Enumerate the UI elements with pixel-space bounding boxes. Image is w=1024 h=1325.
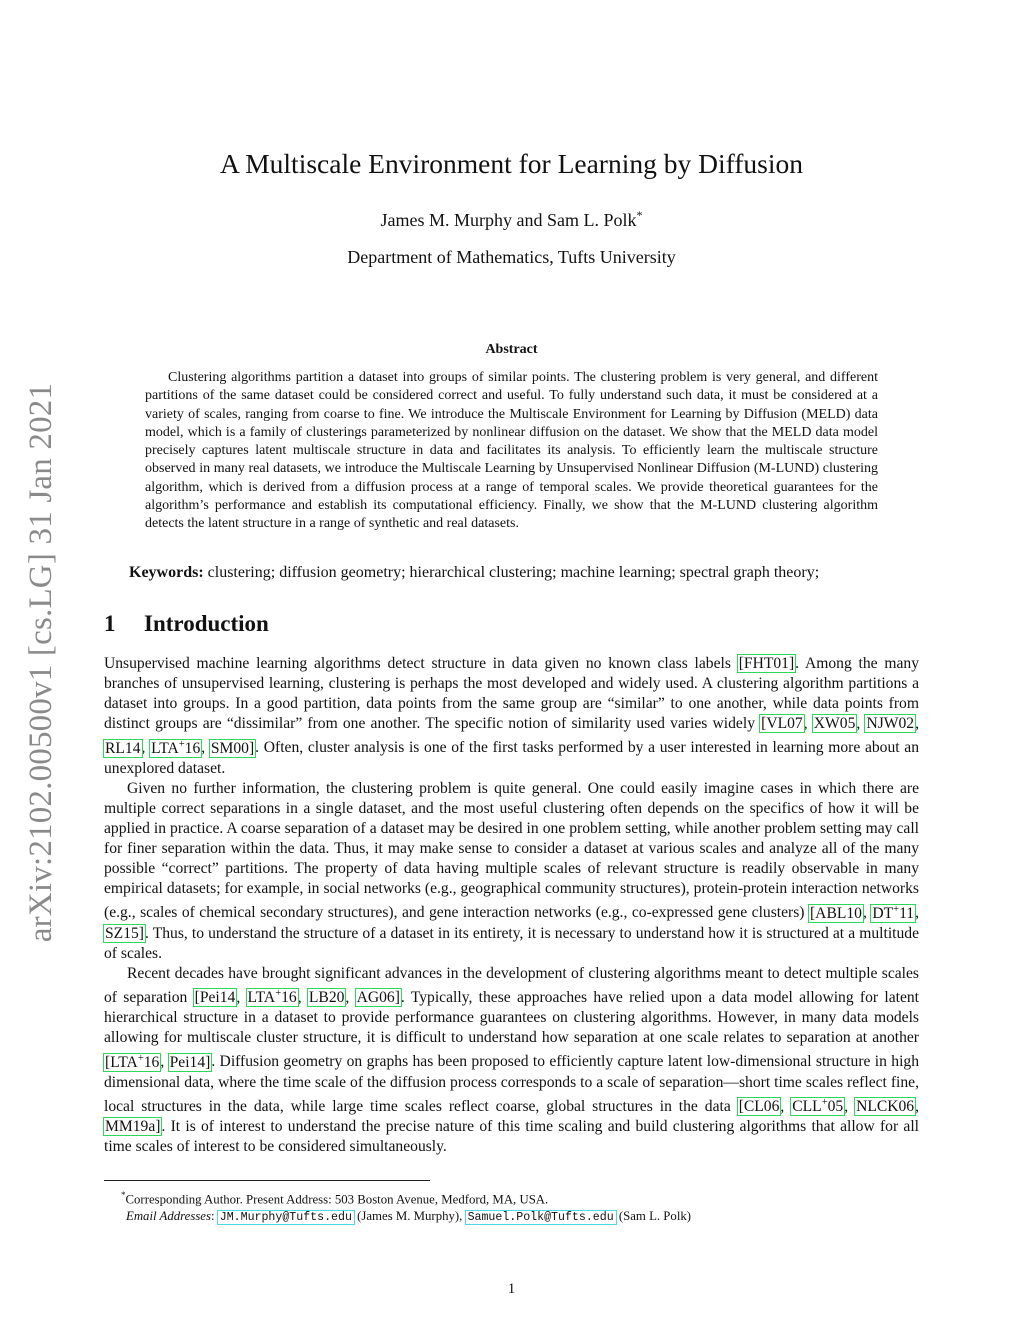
text-run: . Among the many branches of unsupervised learning, clustering is perhaps the most developed and widely used. A clustering algorithm partitions a dataset into groups. In a good partition, data points from the same group are “similar” to one another, while data points from distinct groups are “dissimilar” from one another. The specific notion of similarity used varies widely xyxy=(104,655,919,733)
citation-key: DT xyxy=(872,904,894,922)
email-link-polk[interactable]: Samuel.Polk@Tufts.edu xyxy=(467,1211,614,1225)
citation-link[interactable]: [FHT01] xyxy=(738,655,795,672)
citation-link[interactable]: SM00] xyxy=(210,739,255,757)
citation-year: 05 xyxy=(827,1097,844,1115)
footnote xyxy=(104,1187,919,1226)
citation-sup: + xyxy=(893,903,900,915)
citation-link[interactable]: RL14 xyxy=(105,739,141,757)
author-names: James M. Murphy and Sam L. Polk xyxy=(380,210,637,230)
citation-link[interactable] xyxy=(791,1098,844,1115)
citation-link[interactable]: NLCK06 xyxy=(856,1097,915,1115)
text-run: . Often, cluster analysis is one of the first tasks performed by a user interested in learning more about an unexplored dataset. xyxy=(104,739,920,777)
citation-link[interactable]: [ABL10 xyxy=(809,904,862,922)
citation-sup: + xyxy=(137,1052,144,1064)
citation-key: LTA xyxy=(247,989,276,1007)
author-footnote-mark: * xyxy=(636,208,643,222)
citation-link[interactable]: [VL07 xyxy=(761,715,803,733)
citation-key: CLL xyxy=(792,1097,822,1115)
text-run: . Typically, these approaches have relied upon a data model allowing for latent hierarchical structure in a dataset to provide performance guarantees on clustering algorithms. However, in many data models allowing for multiscale cluster structure, it is difficult to understand how separation at one scale relates to separation at another xyxy=(104,989,920,1047)
arxiv-id: arXiv:2102.00500v1 [cs.LG] 31 Jan 2021 xyxy=(23,382,60,942)
text-run: . Thus, to understand the structure of a dataset in its entirety, it is necessary to understand how it is structured at a multitude of scales. xyxy=(104,924,919,962)
citation-year: 16 xyxy=(143,1053,160,1071)
intro-paragraph-1: Unsupervised machine learning algorithms detect structure in data given no known class labels [FHT01]. Among the many branches of unsupervised learning, clustering is perhaps the most developed and widely used. A clustering algorithm partitions a dataset into groups. In a good partition, data points from the same group are “similar” to one another, while data points from distinct groups are “dissimilar” from one another. The specific notion of similarity used varies widely [VL07, XW05, NJW02, RL14, LTA+16, SM00]. Often, cluster analysis is one of the first tasks performed by a user interested in learning more about an unexplored dataset. xyxy=(104,655,920,777)
email-owner: (James M. Murphy), xyxy=(357,1209,463,1224)
section-number: 1 xyxy=(104,611,116,636)
citation-link[interactable]: AG06] xyxy=(356,989,400,1007)
citation-link[interactable] xyxy=(871,905,915,922)
keywords-text: clustering; diffusion geometry; hierarchical clustering; machine learning; spectral graph theory; xyxy=(207,564,820,581)
citation-key: [LTA xyxy=(105,1053,138,1071)
footnote-mark: * xyxy=(121,1190,126,1200)
abstract-heading: Abstract xyxy=(485,342,538,357)
citation-link[interactable]: NJW02 xyxy=(866,715,915,733)
arxiv-stamp xyxy=(22,362,62,962)
footnote-corresponding xyxy=(104,1187,919,1208)
abstract-text: Clustering algorithms partition a dataset into groups of similar points. The clustering problem is very general, and different partitions of the same dataset could be considered correct and useful. To fully understand such data, it must be considered at a variety of scales, ranging from coarse to fine. We introduce the Multiscale Environment for Learning by Diffusion (MELD) data model, which is a family of clusterings parameterized by nonlinear diffusion on the dataset. We show that the MELD data model precisely captures latent multiscale structure in data and facilitates its analysis. To efficiently learn the multiscale structure observed in many real datasets, we introduce the Multiscale Learning by Unsupervised Nonlinear Diffusion (M-LUND) clustering algorithm, which is derived from a diffusion process at a range of temporal scales. We provide theoretical guarantees for the algorithm’s performance and establish its computational efficiency. Finally, we show that the M-LUND clustering algorithm detects the latent structure in a range of synthetic and real datasets. xyxy=(145,370,878,532)
corresponding-text: Corresponding Author. Present Address: 503 Boston Avenue, Medford, MA, USA. xyxy=(125,1192,549,1207)
intro-paragraph-3: Recent decades have brought significant advances in the development of clustering algorithms meant to detect multiple scales of separation [Pei14, LTA+16, LB20, AG06]. Typically, these approaches have relied upon a data model allowing for latent hierarchical structure in a dataset to provide performance guarantees on clustering algorithms. However, in many data models allowing for multiscale cluster structure, it is difficult to understand how separation at one scale relates to separation at another [LTA+16, Pei14]. Diffusion geometry on graphs has been proposed to efficiently capture latent low-dimensional structure in high dimensional data, where the time scale of the diffusion process corresponds to a scale of separation—short time scales reflect fine, local structures in the data, while large time scales reflect coarse, global structures in the data [CL06, CLL+05, NLCK06, MM19a]. It is of interest to understand the precise nature of this time scaling and build clustering algorithms that allow for all time scales of interest to be considered simultaneously. xyxy=(104,964,920,1156)
intro-body xyxy=(104,654,919,1157)
citation-year: 16 xyxy=(184,739,201,757)
keywords xyxy=(129,563,929,583)
citation-link[interactable]: LB20 xyxy=(308,989,345,1007)
citation-sup: + xyxy=(275,987,282,999)
section-heading xyxy=(104,609,269,639)
citation-sup: + xyxy=(821,1096,828,1108)
text-run: Recent decades have brought significant advances in the development of clustering algorithms meant to detect multiple scales of separation xyxy=(104,964,919,1007)
keywords-label: Keywords: xyxy=(129,564,204,581)
text-run: Unsupervised machine learning algorithms detect structure in data given no known class labels xyxy=(104,655,738,672)
author-line xyxy=(104,202,919,233)
paper-title: A Multiscale Environment for Learning by Diffusion xyxy=(220,148,803,179)
citation-link[interactable]: XW05 xyxy=(813,715,856,733)
email-link-murphy[interactable]: JM.Murphy@Tufts.edu xyxy=(219,1211,352,1225)
citation-link[interactable]: [CL06 xyxy=(738,1097,780,1115)
intro-paragraph-2: Given no further information, the clustering problem is quite general. One could easily imagine cases in which there are multiple correct separations in a single dataset, and the most useful clustering often depends on the specifics of how it will be applied in practice. A coarse separation of a dataset may be desired in one problem setting, while another problem setting may call for finer separation within the data. Thus, it may make sense to consider a dataset at various scales and analyze all of the many possible “correct” partitions. The property of data having multiple scales of relevant structure is readily observable in many empirical datasets; for example, in social networks (e.g., geographical community structures), protein-protein interaction networks (e.g., scales of chemical secondary structures), and gene interaction networks (e.g., co-expressed gene clusters) [ABL10, DT+11, SZ15]. Thus, to understand the structure of a dataset in its entirety, it is necessary to understand how it is structured at a multitude of scales. xyxy=(104,779,919,962)
citation-link[interactable]: [Pei14 xyxy=(194,989,236,1007)
citation-year: 16 xyxy=(281,989,297,1007)
affiliation: Department of Mathematics, Tufts University xyxy=(347,247,676,267)
email-owner: (Sam L. Polk) xyxy=(618,1209,692,1224)
text-run: . It is of interest to understand the precise nature of this time scaling and build clustering algorithms that allow for all time scales of interest to be considered simultaneously. xyxy=(104,1118,919,1156)
citation-link[interactable] xyxy=(247,989,298,1006)
footnote-divider xyxy=(104,1180,430,1181)
citation-sup: + xyxy=(178,738,185,750)
footnote-emails: Email Addresses: JM.Murphy@Tufts.edu (James M. Murphy), Samuel.Polk@Tufts.edu (Sam L. Polk) xyxy=(126,1209,692,1225)
email-label: Email Addresses xyxy=(126,1209,211,1224)
citation-link[interactable]: Pei14] xyxy=(169,1053,211,1071)
page-number: 1 xyxy=(507,1281,516,1297)
citation-link[interactable]: MM19a] xyxy=(105,1118,161,1135)
text-run: . Diffusion geometry on graphs has been proposed to efficiently capture latent low-dimensional structure in high dimensional data, where the time scale of the diffusion process corresponds to a scale of separation—short time scales reflect fine, local structures in the data, while large time scales reflect coarse, global structures in the data xyxy=(104,1053,920,1115)
citation-link[interactable] xyxy=(104,1054,160,1071)
citation-link[interactable]: SZ15] xyxy=(105,924,144,942)
citation-key: LTA xyxy=(151,739,179,757)
citation-year: 11 xyxy=(899,904,915,922)
text-run: Given no further information, the clustering problem is quite general. One could easily imagine cases in which there are multiple correct separations in a single dataset, and the most useful clustering often depends on the specifics of how it will be applied in practice. A coarse separation of a dataset may be desired in one problem setting, while another problem setting may call for finer separation within the data. Thus, it may make sense to consider a dataset at various scales and analyze all of the many possible “correct” partitions. The property of data having multiple scales of relevant structure is readily observable in many empirical datasets; for example, in social networks (e.g., geographical community structures), protein-protein interaction networks (e.g., scales of chemical secondary structures), and gene interaction networks (e.g., co-expressed gene clusters) xyxy=(104,779,919,922)
section-title: Introduction xyxy=(144,611,269,636)
citation-link[interactable] xyxy=(150,740,201,757)
